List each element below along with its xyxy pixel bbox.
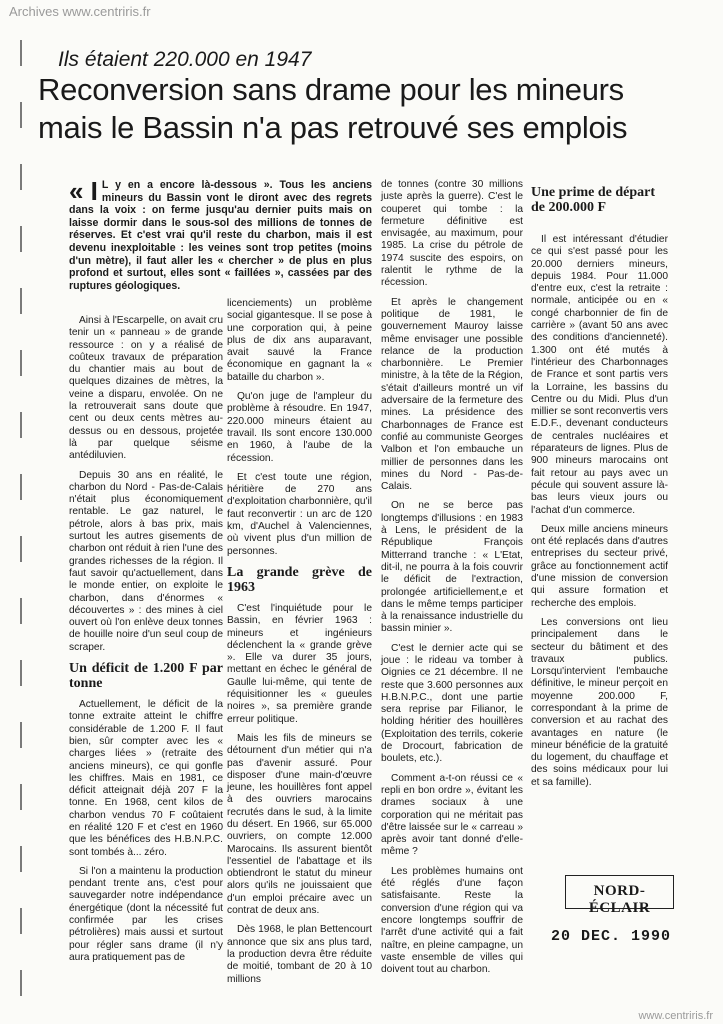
- subhead-prime: Une prime de départ de 200.000 F: [531, 185, 656, 215]
- paragraph: On ne se berce pas longtemps d'illusions : en 1983 à Lens, le président de la République François Mitterrand tranche : « L'Etat, dit-il, ne pourra à la fois couvrir le déficit de l'extraction, prolongée artificiellement,e et dans le même temps participer à la renaissance industrielle du bassin minier ».: [381, 500, 523, 635]
- headline: [38, 71, 698, 147]
- paragraph: C'est l'inquiétude pour le Bassin, en février 1963 : mineurs et ingénieurs déclenchent la « grande grève ». Elle va durer 35 jours, mettant en échec le général de Gaulle lui-même, qui tente de réquisitionner les « gueules noires », sa première grande erreur politique.: [227, 602, 372, 725]
- headline-line-2: mais le Bassin n'a pas retrouvé ses emplois: [38, 110, 628, 145]
- lead-paragraph: [69, 176, 372, 292]
- paragraph: C'est le dernier acte qui se joue : le rideau va tomber à Oignies ce 21 décembre. Il ne reste que 3.600 personnes aux H.B.N.P.C., dont une partie sera reprise par Filianor, le holding héritier des houillères (Exploitation des terrils, cokerie de Drocourt, fabrication de boulets, etc.).: [381, 642, 523, 765]
- newspaper-name: NORD-ÉCLAIR: [588, 883, 651, 916]
- paragraph: Et après le changement politique de 1981, le gouvernement Mauroy laisse même envisager une possible relance de la production charbonnière. Le Premier ministre, à la tête de la Région, s'était d'ailleurs montré un vif adversaire de la fermeture des mines. La présidence des Charbonnages de France est confié au communiste Georges Valbon et l'on embauche un millier de personnes dans les mines du Nord - Pas-de-Calais.: [381, 296, 523, 493]
- headline-line-1: Reconversion sans drame pour les mineurs: [38, 72, 624, 107]
- paragraph: Dès 1968, le plan Bettencourt annonce que six ans plus tard, la production devra être réduite de moitié, tombant de 20 à 10 millions: [227, 924, 372, 985]
- paragraph: Deux mille anciens mineurs ont été replacés dans d'autres entreprises du secteur privé, grâce au fonctionnement actif d'une mission de conversion qui assure formation et recherche des emplois.: [531, 523, 668, 609]
- paragraph: Comment a-t-on réussi ce « repli en bon ordre », évitant les drames sociaux à une corporation qui ne méritait pas d'être laissée sur le « carreau » après avoir tant donné d'elle-même ?: [381, 772, 523, 858]
- paragraph: de tonnes (contre 30 millions juste après la guerre). C'est le couperet qui tombe : la fermeture définitive est envisagée, au maximum, pour 1985. La crise du pétrole de 1974 suscite des espoirs, on ralentit le rythme de la récession.: [381, 179, 523, 289]
- article-column-4: [531, 234, 668, 796]
- archive-watermark: Archives www.centriris.fr: [9, 4, 151, 19]
- paragraph: Actuellement, le déficit de la tonne extraite atteint le chiffre considérable de 1.200 F. Il faut bien, sûr compter avec les « charges liées » (retraite des anciens mineurs), ce qui gonfle les chiffres. Mais en 1981, ce déficit atteignait déjà 207 F la tonne. En 1968, cent kilos de charbon vendus 70 F coûtaient en réalité 120 F et c'est en 1960 que les bénéfices des H.B.N.P.C. sont tombés à... zéro.: [69, 699, 223, 858]
- publication-date: 20 DEC. 1990: [551, 928, 672, 945]
- footer-watermark: www.centriris.fr: [638, 1010, 713, 1022]
- article-column-2: [227, 298, 372, 993]
- paragraph: Ainsi à l'Escarpelle, on avait cru tenir un « panneau » de grande ressource : on y a réalisé de coûteux travaux de préparation du chantier mais au bout de quelques dizaines de mètres, la veine a disparu, envolée. On ne la retrouverait sans doute que cent ou deux cents mètres au-dessus ou en dessous, projetée là par quelque séisme antédiluvien.: [69, 315, 223, 462]
- paragraph: Les problèmes humains ont été réglés d'une façon satisfaisante. Reste la conversion d'une région qui va encore longtemps souffrir de l'arrêt d'une activité qui a fait naître, en pleine campagne, un vaste ensemble de villes qui doivent tout au charbon.: [381, 865, 523, 976]
- paragraph: Les conversions ont lieu principalement dans le secteur du bâtiment et des travaux publics. Lorsqu'intervient l'embauche définitive, le mineur perçoit en moyenne 200.000 F, correspondant à la prime de conversion et au rachat des avantages en nature (le mineur bénéficie de la gratuité du logement, du chauffage et des soins médicaux pour lui et sa famille).: [531, 616, 668, 788]
- newspaper-stamp: [565, 875, 674, 916]
- paragraph: Et c'est toute une région, héritière de 270 ans d'exploitation charbonnière, qu'il faut reconvertir : un arc de 120 km, d'Auchel à Valenciennes, où vivent plus d'un million de personnes.: [227, 471, 372, 557]
- scan-margin-marks: [20, 40, 23, 1010]
- paragraph: licenciements) un problème social gigantesque. Il se pose à une corporation qui, à peine plus de dix ans auparavant, avait sauvé la France économique en gagnant la « bataille du charbon ».: [227, 298, 372, 383]
- article-column-1: [69, 315, 223, 971]
- drop-cap: « I: [69, 176, 98, 206]
- subhead-greve: La grande grève de 1963: [227, 564, 372, 595]
- paragraph: Il est intéressant d'étudier ce qui s'est passé pour les 20.000 derniers mineurs, depuis 1984. Pour 11.000 d'entre eux, c'est la retraite : normale, anticipée ou en « congé charbonnier de fin de carrière » (avant 50 ans avec des conditions d'ancienneté). 1.300 ont été mutés à l'intérieur des Charbonnages de France et sont partis vers la Lorraine, les bassins du Centre ou du Midi. Plus d'un millier se sont reconvertis vers E.D.F., devenant conducteurs de centrales nucléaires et réparateurs de lignes. Plus de 900 mineurs marocains ont fait retour au pays avec un pécule qui souvent assure là-bas leurs vieux jours ou l'achat d'un commerce.: [531, 234, 669, 516]
- article-column-3: [381, 179, 523, 983]
- paragraph: Depuis 30 ans en réalité, le charbon du Nord - Pas-de-Calais n'était plus économiquement rentable. Le gaz naturel, le pétrole, alors à bas prix, mais surtout les autres gisements de charbon ont réduit à rien l'une des grandes richesses de la région. Il faut savoir qu'actuellement, dans le monde entier, on exploite le charbon, dans d'énormes « découvertes » : des mines à ciel ouvert où l'on enlève deux tonnes de houille noire d'un seul coup de scraper.: [69, 469, 223, 653]
- kicker: Ils étaient 220.000 en 1947: [58, 48, 312, 71]
- paragraph: Qu'on juge de l'ampleur du problème à résoudre. En 1947, 220.000 mineurs étaient au travail. Ils sont encore 130.000 en 1960, à l'aube de la récession.: [227, 391, 372, 464]
- paragraph: Si l'on a maintenu la production pendant trente ans, c'est pour sauvegarder notre indépendance énergétique (dont la nécessité fut confirmée par les crises pétrolières) mais aussi et surtout pour régler sans drame (il n'y aura pratiquement pas de: [69, 865, 223, 963]
- subhead-deficit: Un déficit de 1.200 F par tonne: [69, 661, 223, 692]
- lead-text: L y en a encore là-dessous ». Tous les anciens mineurs du Bassin vont le diront avec des regrets dans la voix : on ferme jusqu'au dernier puits mais on laisse dormir dans le sous-sol des millions de tonnes de réserves. Et c'est vrai qu'il reste du charbon, mais il est devenu inexploitable : les veines sont trop petites (moins d'un mètre), il faut aller les « chercher » de plus en plus profond et surtout, elles sont « faillées », cassées par des ruptures géologiques.: [69, 179, 372, 292]
- paragraph: Mais les fils de mineurs se détournent d'un métier qui n'a pas d'avenir assuré. Pour disposer d'une main-d'œuvre jeune, les houillères font appel à des ouvriers marocains recrutés dans le sud, à la limite du désert. En 1966, sur 65.000 ouvriers, on compte 12.000 Marocains. Ils assurent bientôt l'essentiel de l'abattage et ils obtiendront le statut du mineur alors qu'ils ne jouissaient que d'un emploi précaire avec un contrat de deux ans.: [227, 732, 372, 917]
